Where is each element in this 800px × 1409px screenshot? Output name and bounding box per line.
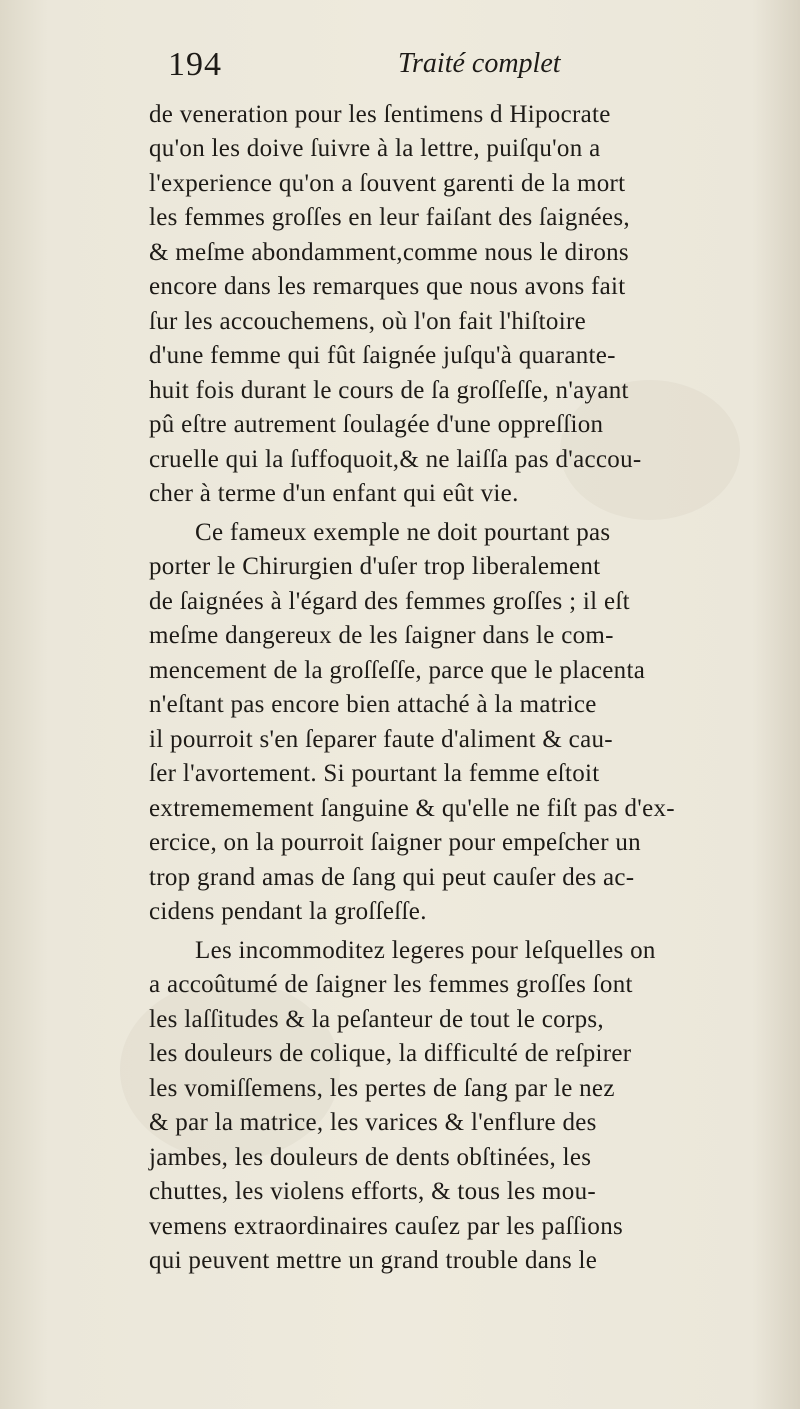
paragraph-first-line: Ce fameux exemple ne doit pourtant pas <box>195 519 611 546</box>
text-line: encore dans les remarques que nous avons fait <box>149 273 626 300</box>
text-line: cidens pendant la groſſeſſe. <box>149 898 427 925</box>
text-line: cruelle qui la ſuffoquoit,& ne laiſſa pas d'accou- <box>149 446 642 473</box>
text-line: trop grand amas de ſang qui peut cauſer des ac- <box>149 864 635 891</box>
text-line: & par la matrice, les varices & l'enflure des <box>149 1109 597 1136</box>
text-line: qu'on les doive ſuivre à la lettre, puiſqu'on a <box>149 135 601 162</box>
running-title: Traité complet <box>398 48 561 79</box>
text-line: n'eſtant pas encore bien attaché à la matrice <box>149 691 597 718</box>
text-line: ſur les accouchemens, où l'on fait l'hiſtoire <box>149 308 586 335</box>
page-number: 194 <box>168 46 222 83</box>
text-line: jambes, les douleurs de dents obſtinées, les <box>149 1144 592 1171</box>
text-line: chuttes, les violens efforts, & tous les mou- <box>149 1178 597 1205</box>
text-line: & meſme abondamment,comme nous le dirons <box>149 239 629 266</box>
text-line: les vomiſſemens, les pertes de ſang par le nez <box>149 1075 615 1102</box>
text-line: cher à terme d'un enfant qui eût vie. <box>149 480 519 507</box>
text-line: de ſaignées à l'égard des femmes groſſes ; il eſt <box>149 588 630 615</box>
text-line: les laſſitudes & la peſanteur de tout le corps, <box>149 1006 604 1033</box>
text-line: a accoûtumé de ſaigner les femmes groſſes ſont <box>149 971 633 998</box>
text-line: meſme dangereux de les ſaigner dans le com- <box>149 622 614 649</box>
text-line: ſer l'avortement. Si pourtant la femme eſtoit <box>149 760 600 787</box>
text-line: qui peuvent mettre un grand trouble dans le <box>149 1247 598 1274</box>
text-line: les femmes groſſes en leur faiſant des ſaignées, <box>149 204 630 231</box>
page-header <box>168 46 588 90</box>
text-line: d'une femme qui fût ſaignée juſqu'à quarante- <box>149 342 616 369</box>
text-line: vemens extraordinaires cauſez par les paſſions <box>149 1213 624 1240</box>
paragraph-first-line: Les incommoditez legeres pour leſquelles on <box>195 937 656 964</box>
text-line: l'experience qu'on a ſouvent garenti de la mort <box>149 170 626 197</box>
text-line: ercice, on la pourroit ſaigner pour empeſcher un <box>149 829 641 856</box>
text-line: de veneration pour les ſentimens d Hipocrate <box>149 101 611 128</box>
text-line: il pourroit s'en ſeparer faute d'aliment & cau- <box>149 726 613 753</box>
text-line: porter le Chirurgien d'uſer trop liberalement <box>149 553 601 580</box>
text-line: huit fois durant le cours de ſa groſſeſſe, n'ayant <box>149 377 629 404</box>
text-line: les douleurs de colique, la difficulté de reſpirer <box>149 1040 632 1067</box>
text-line: mencement de la groſſeſſe, parce que le placenta <box>149 657 646 684</box>
text-line: pû eſtre autrement ſoulagée d'une oppreſſion <box>149 411 604 438</box>
text-line: extrememement ſanguine & qu'elle ne fiſt pas d'ex- <box>149 795 675 822</box>
